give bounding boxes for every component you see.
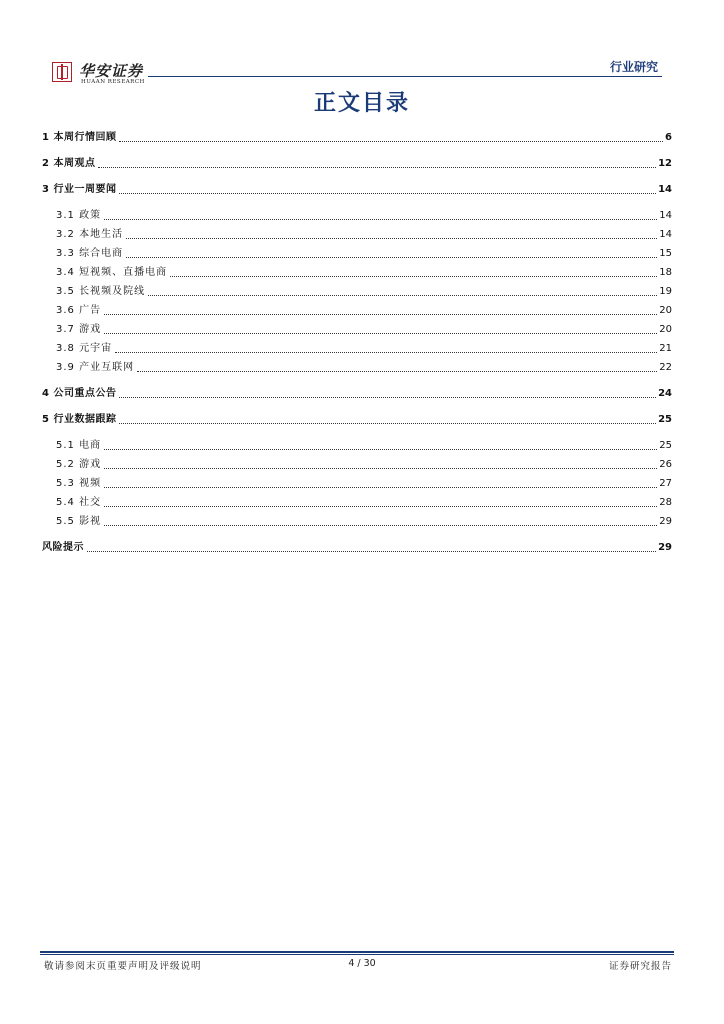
toc-leader-dots bbox=[98, 166, 656, 168]
report-section: 行业研究 bbox=[609, 60, 658, 74]
toc-entry-label: 5.5 影视 bbox=[56, 516, 102, 527]
toc-entry-label: 3.1 政策 bbox=[56, 210, 102, 221]
page-header bbox=[52, 58, 662, 88]
huaan-logo-icon bbox=[52, 62, 72, 82]
toc-leader-dots bbox=[126, 256, 657, 258]
footer-report-type: 证券研究报告 bbox=[608, 961, 672, 972]
toc-entry[interactable] bbox=[42, 476, 672, 490]
toc-entry-label: 5.2 游戏 bbox=[56, 459, 102, 470]
toc-entry[interactable] bbox=[42, 156, 672, 170]
footer-divider bbox=[40, 951, 674, 953]
toc-leader-dots bbox=[104, 505, 657, 507]
toc-entry-label: 5.1 电商 bbox=[56, 440, 102, 451]
toc-entry-page: 18 bbox=[659, 267, 672, 278]
toc-entry[interactable] bbox=[42, 341, 672, 355]
toc-leader-dots bbox=[119, 192, 656, 194]
toc-leader-dots bbox=[119, 396, 656, 398]
toc-entry-page: 14 bbox=[659, 229, 672, 240]
toc-entry[interactable] bbox=[42, 514, 672, 528]
toc-entry[interactable] bbox=[42, 130, 672, 144]
toc-entry[interactable] bbox=[42, 322, 672, 336]
toc-entry[interactable] bbox=[42, 284, 672, 298]
toc-leader-dots bbox=[170, 275, 657, 277]
toc-entry-page: 14 bbox=[658, 184, 672, 195]
toc-entry[interactable] bbox=[42, 360, 672, 374]
toc-entry[interactable] bbox=[42, 265, 672, 279]
toc-entry-page: 12 bbox=[658, 158, 672, 169]
toc-entry-page: 28 bbox=[659, 497, 672, 508]
toc-entry[interactable] bbox=[42, 457, 672, 471]
toc-entry-label: 1 本周行情回顾 bbox=[42, 132, 117, 143]
toc-entry-label: 5.3 视频 bbox=[56, 478, 102, 489]
toc-entry[interactable] bbox=[42, 246, 672, 260]
footer-disclaimer: 敬请参阅末页重要声明及评级说明 bbox=[44, 961, 202, 972]
toc-leader-dots bbox=[104, 218, 657, 220]
toc-entry[interactable] bbox=[42, 227, 672, 241]
toc-leader-dots bbox=[104, 448, 657, 450]
toc-entry-label: 5.4 社交 bbox=[56, 497, 102, 508]
logo-name: 华安证券 bbox=[79, 62, 144, 80]
toc-entry-page: 25 bbox=[659, 440, 672, 451]
toc-entry[interactable] bbox=[42, 412, 672, 426]
toc-entry-label: 4 公司重点公告 bbox=[42, 388, 117, 399]
toc-leader-dots bbox=[126, 237, 657, 239]
toc-entry-label: 3.4 短视频、直播电商 bbox=[56, 267, 168, 278]
toc-leader-dots bbox=[87, 550, 656, 552]
toc-entry-label: 3.9 产业互联网 bbox=[56, 362, 135, 373]
footer-divider-thin bbox=[40, 954, 674, 955]
toc-entry-label: 3.6 广告 bbox=[56, 305, 102, 316]
toc-entry-page: 27 bbox=[659, 478, 672, 489]
toc-leader-dots bbox=[148, 294, 657, 296]
toc-entry-label: 5 行业数据跟踪 bbox=[42, 414, 117, 425]
toc-entry[interactable] bbox=[42, 208, 672, 222]
toc-entry-label: 3.5 长视频及院线 bbox=[56, 286, 146, 297]
toc-entry-label: 2 本周观点 bbox=[42, 158, 96, 169]
toc-leader-dots bbox=[104, 524, 657, 526]
toc-entry-page: 19 bbox=[659, 286, 672, 297]
toc-entry-page: 29 bbox=[658, 542, 672, 553]
toc-entry-label: 3.8 元宇宙 bbox=[56, 343, 113, 354]
toc-entry-page: 14 bbox=[659, 210, 672, 221]
logo-english-name: HUAAN RESEARCH bbox=[81, 79, 145, 85]
toc-leader-dots bbox=[119, 140, 663, 142]
toc-entry[interactable] bbox=[42, 495, 672, 509]
toc-leader-dots bbox=[104, 486, 657, 488]
toc-leader-dots bbox=[115, 351, 657, 353]
toc-entry-label: 3.3 综合电商 bbox=[56, 248, 124, 259]
toc-leader-dots bbox=[104, 467, 657, 469]
toc-entry-page: 6 bbox=[665, 132, 672, 143]
toc-leader-dots bbox=[104, 313, 657, 315]
toc-entry[interactable] bbox=[42, 303, 672, 317]
page-number: 4 / 30 bbox=[348, 958, 376, 969]
toc-entry-page: 21 bbox=[659, 343, 672, 354]
toc-entry-page: 15 bbox=[659, 248, 672, 259]
toc-entry-page: 22 bbox=[659, 362, 672, 373]
toc-entry-page: 20 bbox=[659, 324, 672, 335]
toc-entry-page: 26 bbox=[659, 459, 672, 470]
toc-entry[interactable] bbox=[42, 438, 672, 452]
toc-entry-page: 24 bbox=[658, 388, 672, 399]
toc-entry-page: 29 bbox=[659, 516, 672, 527]
toc-leader-dots bbox=[104, 332, 657, 334]
toc-entry[interactable] bbox=[42, 540, 672, 554]
toc-entry[interactable] bbox=[42, 386, 672, 400]
page-title: 正文目录 bbox=[313, 91, 410, 116]
toc-entry[interactable] bbox=[42, 182, 672, 196]
toc-entry-page: 20 bbox=[659, 305, 672, 316]
toc-entry-label: 风险提示 bbox=[42, 542, 84, 553]
toc-leader-dots bbox=[137, 370, 657, 372]
toc-entry-label: 3.7 游戏 bbox=[56, 324, 102, 335]
toc-entry-label: 3.2 本地生活 bbox=[56, 229, 124, 240]
toc-entry-page: 25 bbox=[658, 414, 672, 425]
toc-entry-label: 3 行业一周要闻 bbox=[42, 184, 117, 195]
header-divider bbox=[148, 76, 662, 77]
toc-leader-dots bbox=[119, 422, 656, 424]
